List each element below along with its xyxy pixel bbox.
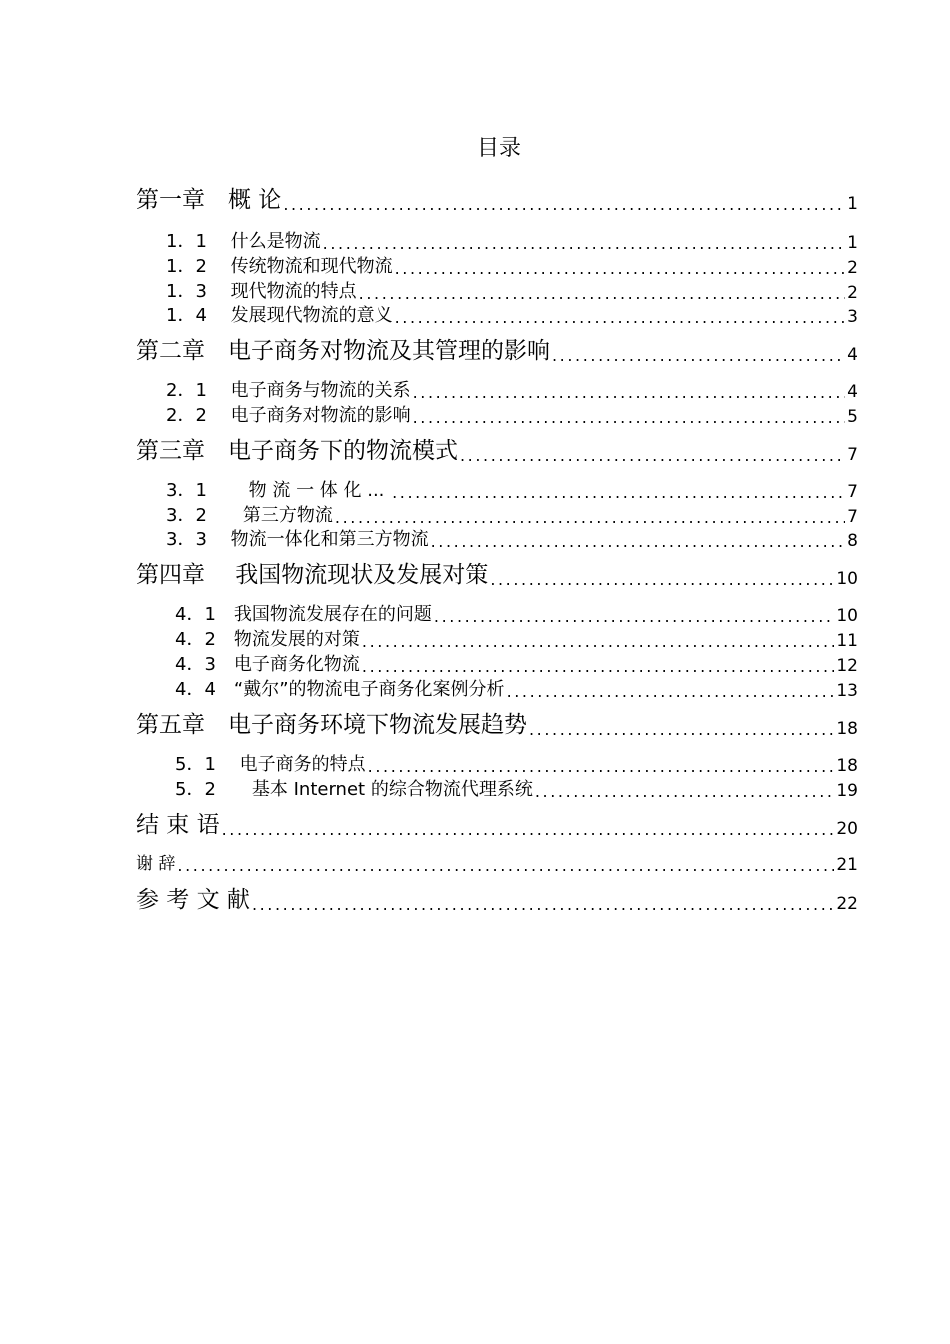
toc-entry-page-number: 21 xyxy=(836,855,858,875)
toc-entry-page-number: 2 xyxy=(847,258,858,278)
toc-entry-page-number: 12 xyxy=(836,656,858,676)
toc-entry[interactable] xyxy=(0,336,950,366)
toc-entry-page-number: 10 xyxy=(836,606,858,626)
toc-entry-label: 谢 辞 xyxy=(136,854,176,874)
toc-entry[interactable] xyxy=(0,672,950,702)
toc-entry-label: 2．1 电子商务与物流的关系 xyxy=(166,380,411,401)
toc-entry-page-number: 13 xyxy=(836,681,858,701)
toc-entry-page-number: 5 xyxy=(847,407,858,427)
toc-entry[interactable] xyxy=(0,398,950,428)
toc-entry[interactable] xyxy=(0,885,950,915)
toc-entry-page-number: 11 xyxy=(836,631,858,651)
dot-leader xyxy=(222,820,835,840)
toc-entry-label: 2．2 电子商务对物流的影响 xyxy=(166,405,411,426)
toc-entry-label: 1．2 传统物流和现代物流 xyxy=(166,256,393,277)
toc-entry-page-number: 7 xyxy=(847,482,858,502)
toc-entry-page-number: 4 xyxy=(847,382,858,402)
toc-entry[interactable] xyxy=(0,522,950,552)
toc-entry-page-number: 10 xyxy=(836,569,858,589)
toc-entry-label: 结 束 语 xyxy=(136,812,220,838)
toc-entry-label: 1．4 发展现代物流的意义 xyxy=(166,305,393,326)
toc-entry-page-number: 2 xyxy=(847,283,858,303)
toc-entry-label: 3．3 物流一体化和第三方物流 xyxy=(166,529,429,550)
dot-leader xyxy=(431,532,846,552)
toc-entry-label: 1．1 什么是物流 xyxy=(166,231,321,252)
toc-entry[interactable] xyxy=(0,185,950,215)
toc-entry-label: 第四章 我国物流现状及发展对策 xyxy=(136,562,489,588)
toc-title: 目录 xyxy=(476,136,521,161)
toc-entry-label: 4．3 电子商务化物流 xyxy=(175,654,360,675)
toc-entry[interactable] xyxy=(0,772,950,802)
toc-entry-label: 3．1 物 流 一 体 化 ... xyxy=(166,480,391,501)
dot-leader xyxy=(507,682,835,702)
dot-leader xyxy=(535,782,835,802)
toc-entry-label: 第二章 电子商务对物流及其管理的影响 xyxy=(136,338,550,364)
dot-leader xyxy=(529,720,834,740)
toc-entry-label: 5．1 电子商务的特点 xyxy=(175,754,366,775)
toc-entry-page-number: 19 xyxy=(836,781,858,801)
toc-entry-label: 第一章 概 论 xyxy=(136,187,282,213)
dot-leader xyxy=(490,570,834,590)
toc-entry-page-number: 8 xyxy=(847,531,858,551)
toc-entry-page-number: 4 xyxy=(847,345,858,365)
dot-leader xyxy=(177,856,834,876)
toc-entry-page-number: 22 xyxy=(836,894,858,914)
toc-entry-label: 4．2 物流发展的对策 xyxy=(175,629,360,650)
toc-entry-label: 4．4 “戴尔”的物流电子商务化案例分析 xyxy=(175,679,505,700)
toc-entry-page-number: 3 xyxy=(847,307,858,327)
toc-entry[interactable] xyxy=(0,436,950,466)
toc-entry-page-number: 7 xyxy=(847,507,858,527)
dot-leader xyxy=(252,895,834,915)
toc-entry[interactable] xyxy=(0,298,950,328)
dot-leader xyxy=(460,446,845,466)
toc-entry-label: 3．2 第三方物流 xyxy=(166,505,333,526)
dot-leader xyxy=(552,346,845,366)
toc-entry-page-number: 20 xyxy=(836,819,858,839)
toc-entry-page-number: 18 xyxy=(836,719,858,739)
toc-entry-label: 第三章 电子商务下的物流模式 xyxy=(136,438,458,464)
dot-leader xyxy=(395,308,846,328)
toc-entry-label: 1．3 现代物流的特点 xyxy=(166,281,357,302)
dot-leader xyxy=(283,195,845,215)
toc-entry-label: 参 考 文 献 xyxy=(136,887,250,913)
dot-leader xyxy=(413,408,846,428)
toc-entry-page-number: 7 xyxy=(847,445,858,465)
toc-entry-page-number: 18 xyxy=(836,756,858,776)
toc-entry[interactable] xyxy=(0,846,950,876)
toc-entry[interactable] xyxy=(0,810,950,840)
toc-entry-label: 5．2 基本 Internet 的综合物流代理系统 xyxy=(175,779,533,800)
toc-entry-label: 第五章 电子商务环境下物流发展趋势 xyxy=(136,712,527,738)
toc-entry-page-number: 1 xyxy=(847,194,858,214)
toc-entry[interactable] xyxy=(0,560,950,590)
toc-entry[interactable] xyxy=(0,710,950,740)
toc-entry-label: 4．1 我国物流发展存在的问题 xyxy=(175,604,432,625)
toc-entry-page-number: 1 xyxy=(847,233,858,253)
